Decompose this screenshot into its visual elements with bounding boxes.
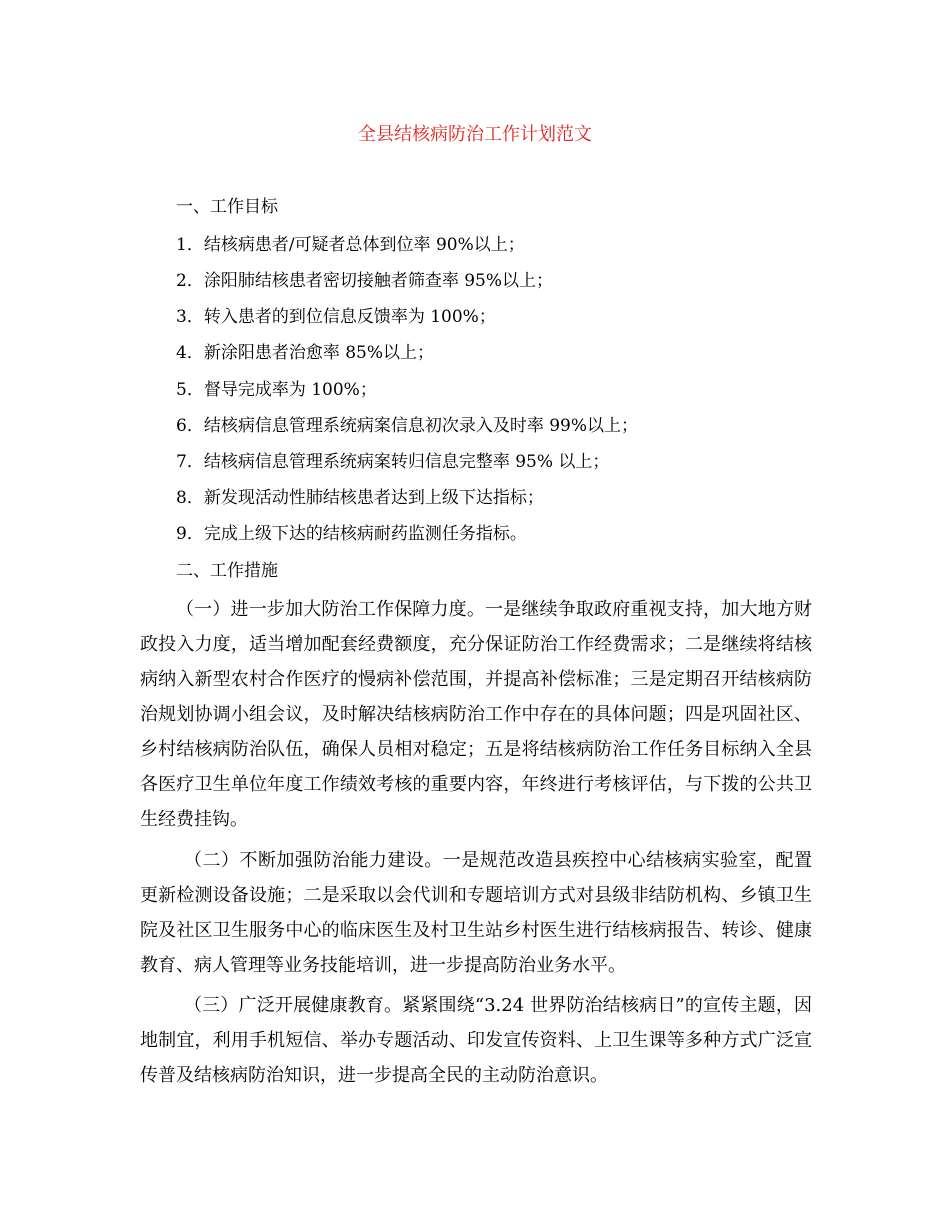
document-title: 全县结核病防治工作计划范文 [358,124,592,145]
goal-item-5: 5．督导完成率为 100%； [176,380,377,400]
goal-item-9: 9．完成上级下达的结核病耐药监测任务指标。 [176,524,527,544]
goal-item-1: 1．结核病患者/可疑者总体到位率 90%以上； [176,235,525,255]
goal-item-7: 7．结核病信息管理系统病案转归信息完整率 95% 以上； [176,452,610,472]
goal-item-4: 4．新涂阳患者治愈率 85%以上； [176,343,435,363]
measure-paragraph-2: （二）不断加强防治能力建设。一是规范改造县疾控中心结核病实验室，配置更新检测设备设施；二是采取以会代训和专题培训方式对县级非结防机构、乡镇卫生院及社区卫生服务中心的临床医生及村卫生站乡村医生进行结核病报告、转诊、健康教育、病人管理等业务技能培训，进一步提高防治业务水平。 [140,850,812,976]
goal-item-6: 6．结核病信息管理系统病案信息初次录入及时率 99%以上； [176,416,639,436]
section-heading-measures: 二、工作措施 [176,561,278,581]
measure-paragraph-1: （一）进一步加大防治工作保障力度。一是继续争取政府重视支持，加大地方财政投入力度，适当增加配套经费额度，充分保证防治工作经费需求；二是继续将结核病纳入新型农村合作医疗的慢病补偿范围，并提高补偿标准；三是定期召开结核病防治规划协调小组会议，及时解决结核病防治工作中存在的具体问题；四是巩固社区、乡村结核病防治队伍，确保人员相对稳定；五是将结核病防治工作任务目标纳入全县各医疗卫生单位年度工作绩效考核的重要内容，年终进行考核评估，与下拨的公共卫生经费挂钩。 [140,599,812,830]
goal-item-8: 8．新发现活动性肺结核患者达到上级下达指标； [176,488,544,508]
goal-item-3: 3．转入患者的到位信息反馈率为 100%； [176,307,496,327]
measure-paragraph-3: （三）广泛开展健康教育。紧紧围绕“3.24 世界防治结核病日”的宣传主题，因地制宜，利用手机短信、举办专题活动、印发宣传资料、上卫生课等多种方式广泛宣传普及结核病防治知识，进一步提高全民的主动防治意识。 [140,995,812,1086]
goal-item-2: 2．涂阳肺结核患者密切接触者筛查率 95%以上； [176,271,554,291]
section-heading-goals: 一、工作目标 [176,197,278,217]
